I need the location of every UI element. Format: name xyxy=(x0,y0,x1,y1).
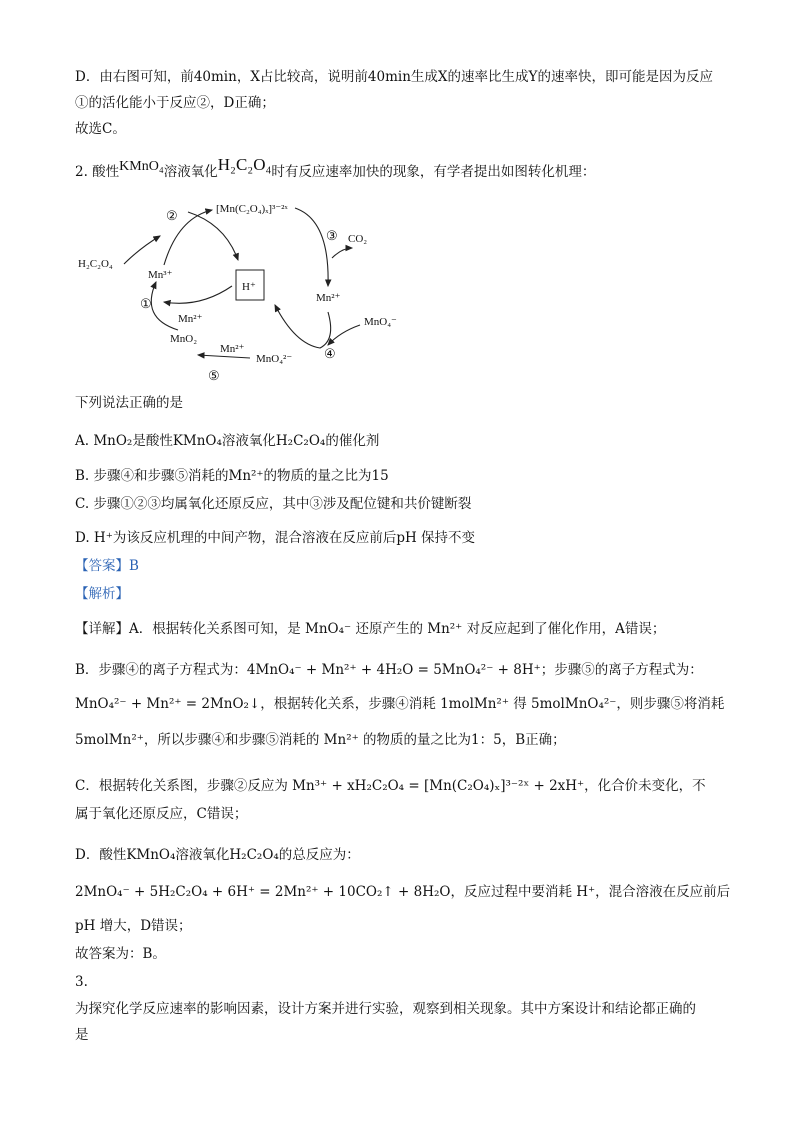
q2-stem-mid: 溶液氧化 xyxy=(163,164,218,180)
mn2-right-label: Mn²⁺ xyxy=(316,292,341,304)
detail-c-line1: C．根据转化关系图，步骤②反应为 Mn³⁺ + xH₂C₂O₄ = [Mn(C₂O₄)ₓ]³⁻²ˣ + 2xH⁺，化合价未变化，不 xyxy=(75,778,706,794)
step4-label: ④ xyxy=(324,346,336,361)
arrow-h-to-step1 xyxy=(164,286,232,303)
step1-label: ① xyxy=(140,296,152,311)
arrow-step4 xyxy=(275,305,331,348)
arrow-step5 xyxy=(198,355,250,358)
diagram-h2c2o4: H₂C₂O₄ xyxy=(78,258,113,270)
step5-label: ⑤ xyxy=(208,368,220,383)
mn2-bottom-label: Mn²⁺ xyxy=(220,343,245,355)
q2-h2c2o4: H₂C₂O₄ xyxy=(217,155,272,174)
q2-stem-tail: 时有反应速率加快的现象，有学者提出如图转化机理： xyxy=(271,164,596,180)
complex-label: [Mn(C₂O₄)ₓ]³⁻²ˣ xyxy=(216,203,288,215)
detail-b-line2: MnO₄²⁻ + Mn²⁺ = 2MnO₂↓，根据转化关系，步骤④消耗 1molMn²⁺ 得 5molMnO₄²⁻，则步骤⑤将消耗 xyxy=(75,696,725,712)
q2-number: 2. 酸性 xyxy=(75,164,120,180)
co2-label: CO₂ xyxy=(348,233,368,245)
step2-label: ② xyxy=(166,208,178,223)
detail-b-line3: 5molMn²⁺，所以步骤④和步骤⑤消耗的 Mn²⁺ 的物质的量之比为1：5，B正确； xyxy=(75,732,566,748)
final-answer: 故答案为：B。 xyxy=(75,946,166,962)
arrow-step3 xyxy=(295,208,328,286)
prev-option-d-line1: D．由右图可知，前40min，X占比较高，说明前40min生成X的速率比生成Y的速率快，即可能是因为反应 xyxy=(75,69,713,85)
arrow-to-co2 xyxy=(332,248,352,258)
detail-a: 【详解】A．根据转化关系图可知，是 MnO₄⁻ 还原产生的 Mn²⁺ 对反应起到了催化作用，A错误； xyxy=(75,621,666,637)
q2-kmno4: KMnO₄ xyxy=(119,159,164,174)
step3-label: ③ xyxy=(326,228,338,243)
option-c[interactable]: C. 步骤①②③均属氧化还原反应，其中③涉及配位键和共价键断裂 xyxy=(75,496,472,512)
arrow-h2c2o4-to-mn3 xyxy=(124,236,160,264)
answer-tag: 【答案】B xyxy=(75,558,139,574)
q2-prompt: 下列说法正确的是 xyxy=(75,395,183,411)
mechanism-diagram xyxy=(70,190,410,390)
mno2-label: MnO₂ xyxy=(170,333,198,345)
prev-option-d-line2: ①的活化能小于反应②，D正确； xyxy=(75,95,275,111)
mno4-2-label: MnO₄²⁻ xyxy=(256,353,293,365)
option-b[interactable]: B. 步骤④和步骤⑤消耗的Mn²⁺的物质的量之比为15 xyxy=(75,468,389,484)
prev-choose-answer: 故选C。 xyxy=(75,121,126,137)
arrow-complex-to-h xyxy=(188,212,238,260)
analysis-tag: 【解析】 xyxy=(75,586,129,602)
arrow-step1 xyxy=(151,282,178,330)
detail-d-line1: D．酸性KMnO₄溶液氧化H₂C₂O₄的总反应为： xyxy=(75,847,360,863)
q3-stem-line1: 为探究化学反应速率的影响因素，设计方案并进行实验，观察到相关现象。其中方案设计和结论都正确的 xyxy=(75,1001,696,1017)
q3-stem-line2: 是 xyxy=(75,1027,89,1043)
detail-c-line2: 属于氧化还原反应，C错误； xyxy=(75,806,248,822)
mno4-label: MnO₄⁻ xyxy=(364,316,397,328)
q3-number: 3. xyxy=(75,974,88,990)
detail-d-line3: pH 增大，D错误； xyxy=(75,918,192,934)
detail-d-line2: 2MnO₄⁻ + 5H₂C₂O₄ + 6H⁺ = 2Mn²⁺ + 10CO₂↑ + 8H₂O，反应过程中要消耗 H⁺，混合溶液在反应前后 xyxy=(75,884,731,900)
arrow-mno4-in xyxy=(328,325,360,345)
option-a[interactable]: A. MnO₂是酸性KMnO₄溶液氧化H₂C₂O₄的催化剂 xyxy=(75,433,380,449)
q2-stem xyxy=(75,155,596,183)
option-d[interactable]: D. H⁺为该反应机理的中间产物，混合溶液在反应前后pH 保持不变 xyxy=(75,530,476,546)
h-plus-label: H⁺ xyxy=(242,281,256,293)
detail-b-line1: B．步骤④的离子方程式为：4MnO₄⁻ + Mn²⁺ + 4H₂O = 5MnO₄²⁻ + 8H⁺；步骤⑤的离子方程式为： xyxy=(75,662,703,678)
mn2-left-label: Mn²⁺ xyxy=(178,313,203,325)
mn3-label: Mn³⁺ xyxy=(148,269,173,281)
